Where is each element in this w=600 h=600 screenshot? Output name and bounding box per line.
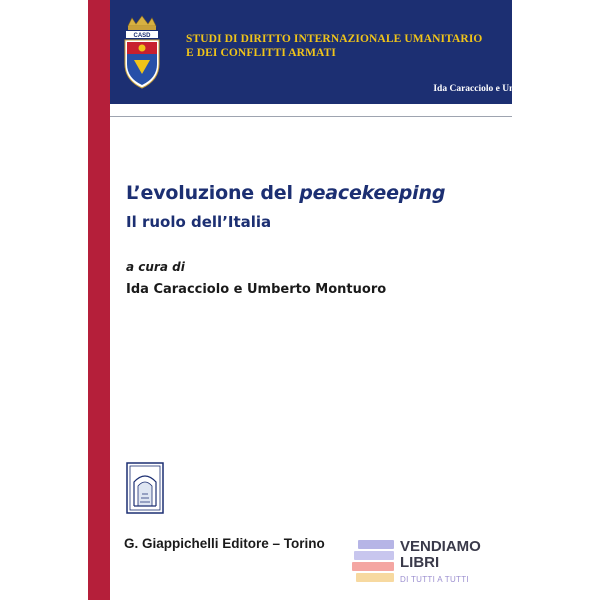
book-title — [126, 181, 445, 205]
series-title — [186, 32, 502, 60]
seller-logo-line1: VENDIAMO — [400, 538, 481, 555]
curated-by-label: a cura di — [126, 260, 185, 274]
publisher-logo-icon — [126, 462, 164, 514]
publisher-name: G. Giappichelli Editore – Torino — [124, 536, 325, 551]
series-title-line1: STUDI DI DIRITTO INTERNAZIONALE UMANITARIO — [186, 33, 483, 45]
book-subtitle: Il ruolo dell’Italia — [126, 213, 272, 231]
red-spine-strip — [88, 0, 110, 600]
collana-label: Collana diretta da — [515, 71, 582, 81]
book-title-italic: peacekeeping — [299, 182, 446, 204]
series-title-line2: E DEI CONFLITTI ARMATI — [186, 47, 336, 59]
casd-crest-icon — [122, 12, 162, 92]
seller-logo-line3: DI TUTTI A TUTTI — [400, 575, 469, 584]
svg-text:CASD: CASD — [133, 33, 151, 39]
seller-logo-line2: LIBRI — [400, 554, 440, 571]
series-editors — [433, 70, 582, 96]
book-authors: Ida Caracciolo e Umberto Montuoro — [126, 282, 387, 297]
divider — [110, 116, 512, 117]
collana-editors: Ida Caracciolo e Umberto Montuoro — [433, 84, 582, 94]
book-title-prefix: L’evoluzione del — [126, 182, 300, 204]
institution-label: Centro Alti Studi per la Difesa — [113, 105, 217, 115]
